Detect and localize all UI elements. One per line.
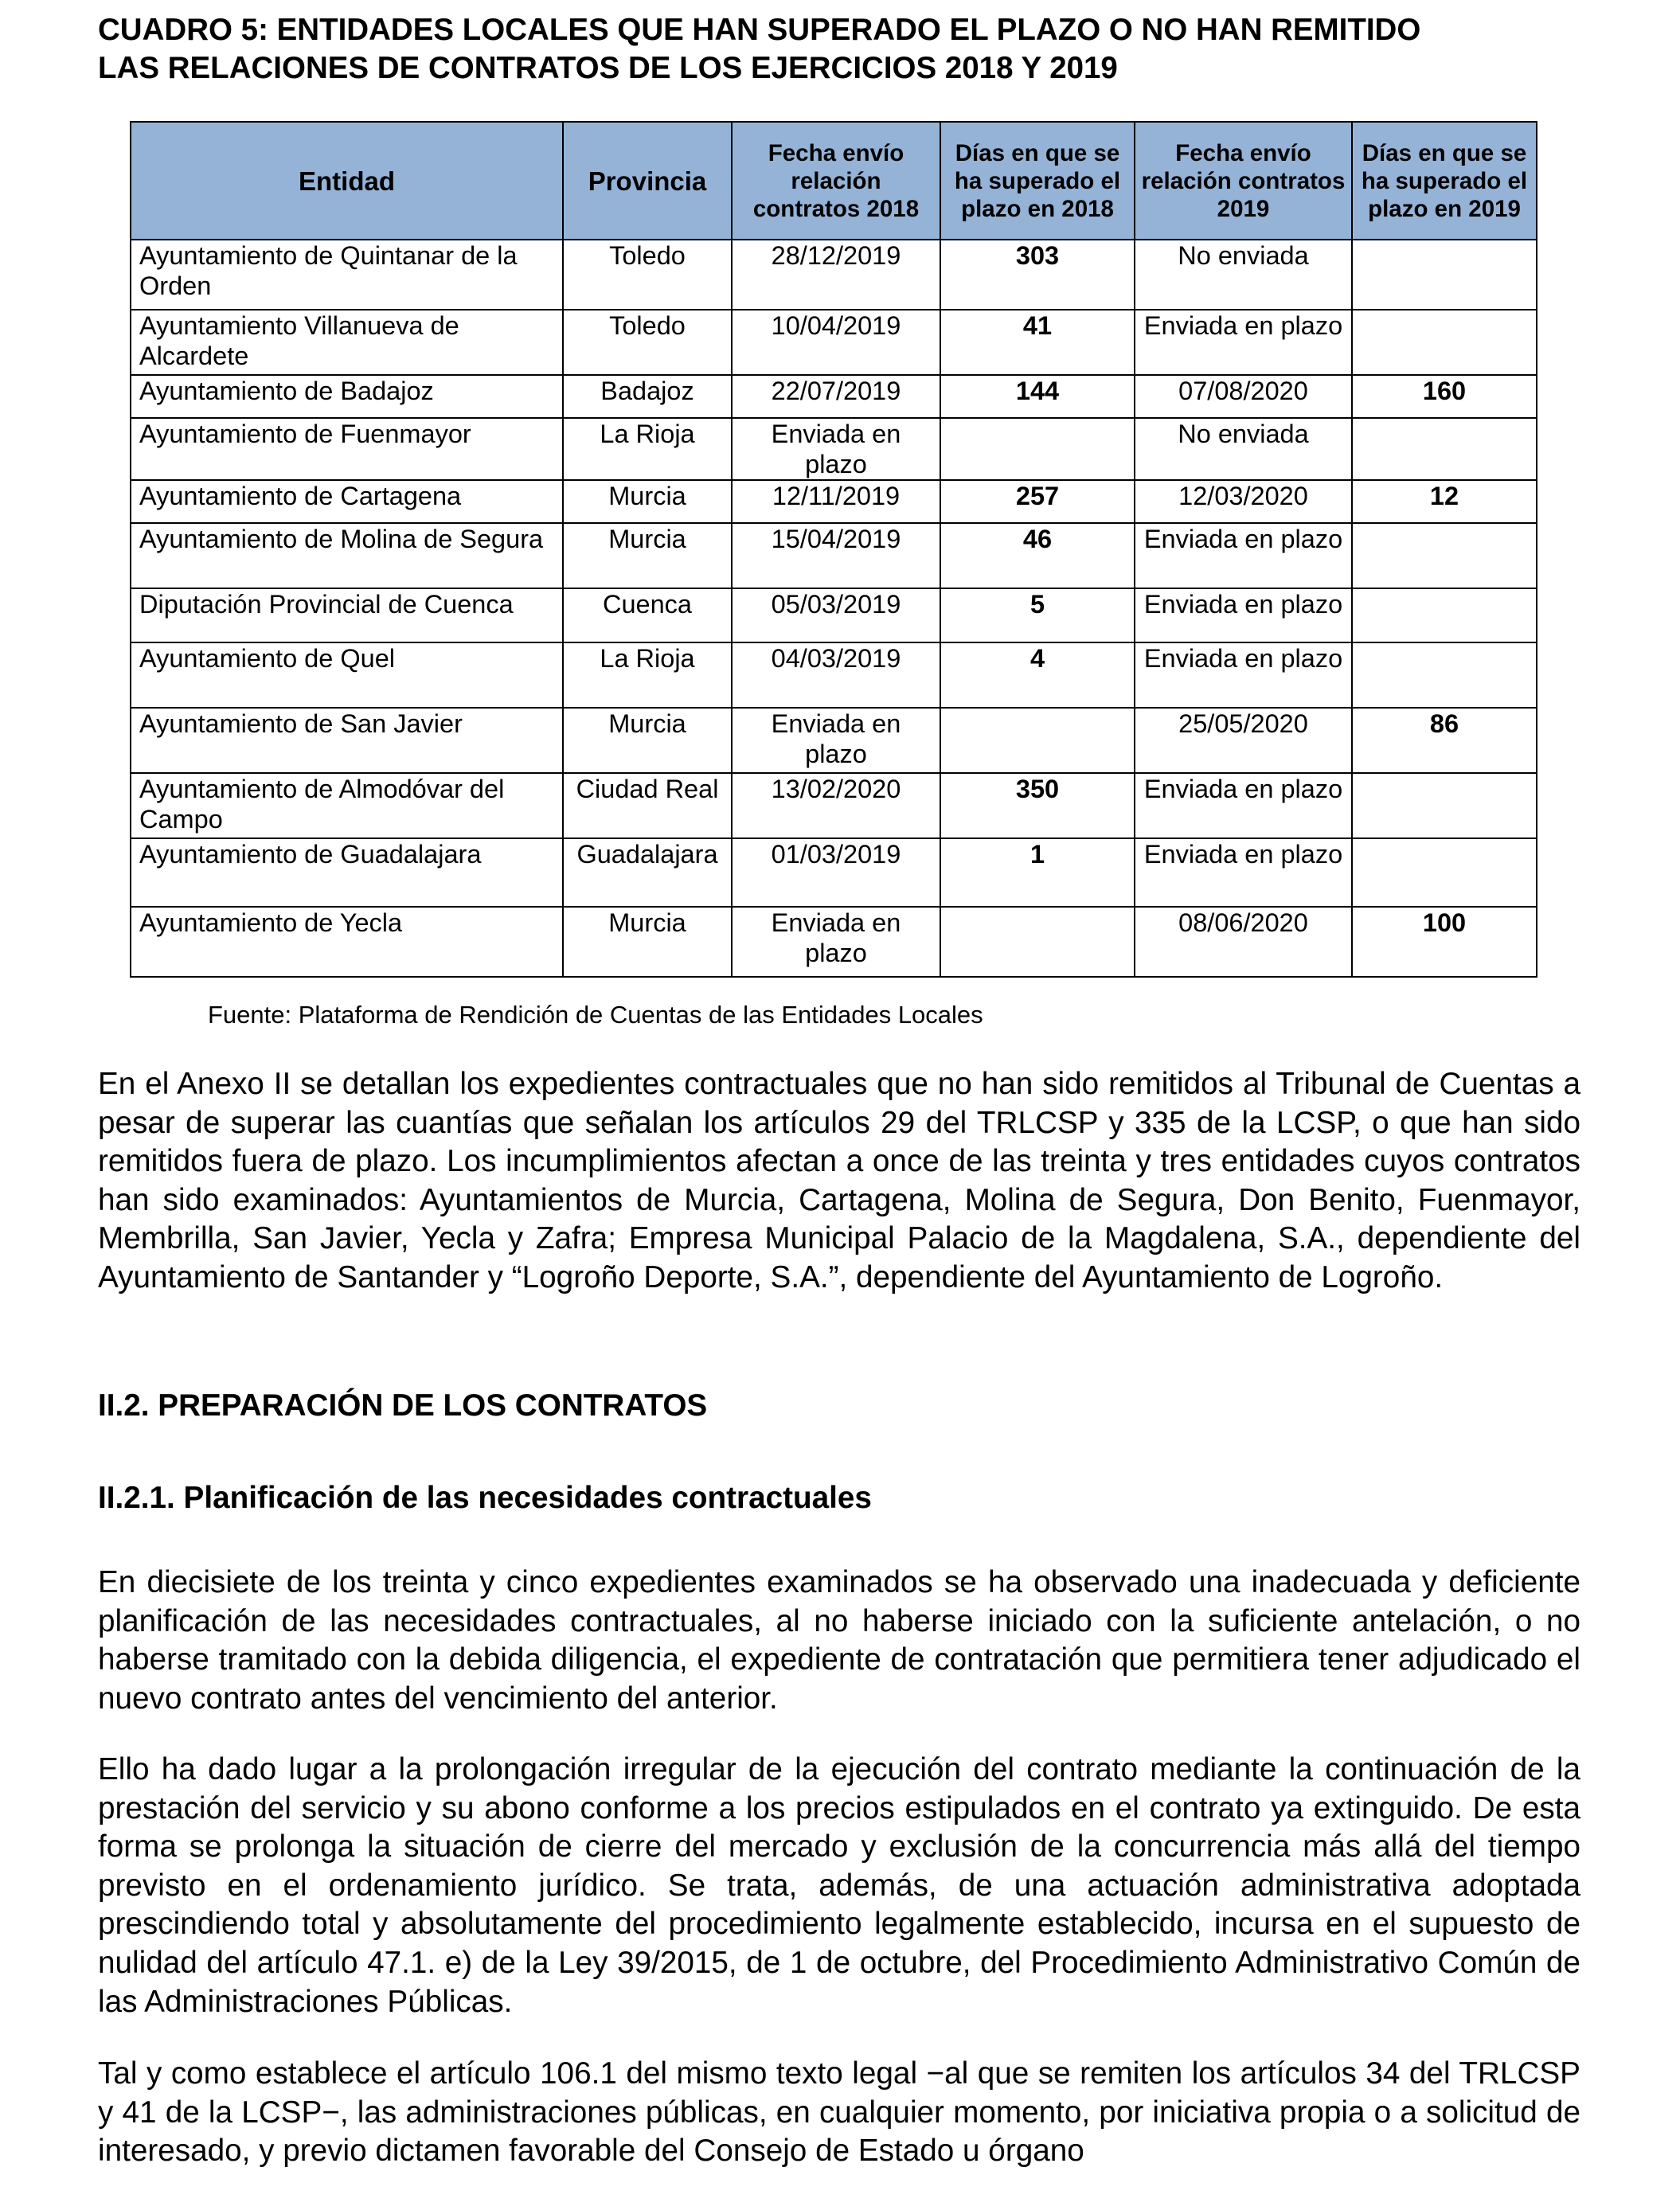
table-row <box>131 375 1537 418</box>
entities-table <box>130 121 1537 978</box>
cell-fecha-2018: Enviada en plazo <box>732 907 940 977</box>
cell-provincia: Ciudad Real <box>563 773 732 838</box>
cell-fecha-2019: Enviada en plazo <box>1135 838 1352 907</box>
cell-dias-2018: 5 <box>940 588 1135 642</box>
cell-fecha-2018: 01/03/2019 <box>732 838 940 907</box>
table-header-row <box>131 122 1537 240</box>
source-note: Fuente: Plataforma de Rendición de Cuentas de las Entidades Locales <box>208 1001 983 1029</box>
heading-preparacion: II.2. PREPARACIÓN DE LOS CONTRATOS <box>98 1388 708 1423</box>
cell-provincia: Cuenca <box>563 588 732 642</box>
cell-fecha-2018: 12/11/2019 <box>732 480 940 523</box>
cell-dias-2018 <box>940 907 1135 977</box>
paragraph-text: En diecisiete de los treinta y cinco expedientes examinados se ha observado una inadecuada y deficiente planificación de las necesidades contractuales, al no haberse iniciado con la suficiente antelación, o no haberse tramitado con la debida diligencia, el expediente de contratación que permitiera tener adjudicado el nuevo contrato antes del vencimiento del anterior. <box>98 1565 1580 1716</box>
table-caption-line-1: CUADRO 5: ENTIDADES LOCALES QUE HAN SUPERADO EL PLAZO O NO HAN REMITIDO <box>98 13 1421 47</box>
cell-entidad: Ayuntamiento de Fuenmayor <box>131 418 563 480</box>
paragraph-diecisiete <box>98 1564 1580 1718</box>
cell-entidad: Ayuntamiento de Badajoz <box>131 375 563 418</box>
cell-fecha-2018: 10/04/2019 <box>732 310 940 375</box>
header-entidad: Entidad <box>131 122 563 240</box>
table-row <box>131 523 1537 588</box>
cell-dias-2019 <box>1352 240 1537 310</box>
cell-entidad: Ayuntamiento de Almodóvar del Campo <box>131 773 563 838</box>
cell-dias-2019 <box>1352 773 1537 838</box>
heading-planificacion: II.2.1. Planificación de las necesidades contractuales <box>98 1481 872 1515</box>
table-row <box>131 708 1537 773</box>
cell-provincia: Murcia <box>563 523 732 588</box>
cell-entidad: Ayuntamiento Villanueva de Alcardete <box>131 310 563 375</box>
cell-provincia: Guadalajara <box>563 838 732 907</box>
paragraph-text: Tal y como establece el artículo 106.1 del mismo texto legal −al que se remiten los artículos 34 del TRLCSP y 41 de la LCSP−, las administraciones públicas, en cualquier momento, por iniciativa propia o a solicitud de interesado, y previo dictamen favorable del Consejo de Estado u órgano <box>98 2056 1580 2169</box>
cell-entidad: Diputación Provincial de Cuenca <box>131 588 563 642</box>
table-row <box>131 642 1537 708</box>
cell-fecha-2019: Enviada en plazo <box>1135 523 1352 588</box>
cell-fecha-2019: 08/06/2020 <box>1135 907 1352 977</box>
cell-dias-2018: 303 <box>940 240 1135 310</box>
cell-provincia: Badajoz <box>563 375 732 418</box>
table-row <box>131 838 1537 907</box>
cell-fecha-2019: Enviada en plazo <box>1135 642 1352 708</box>
cell-dias-2018: 4 <box>940 642 1135 708</box>
table-row <box>131 480 1537 523</box>
cell-fecha-2019: Enviada en plazo <box>1135 588 1352 642</box>
subsection-heading <box>98 1479 1580 1517</box>
cell-provincia: La Rioja <box>563 642 732 708</box>
cell-dias-2018: 1 <box>940 838 1135 907</box>
table-row <box>131 773 1537 838</box>
cell-dias-2019 <box>1352 642 1537 708</box>
table-body <box>131 240 1537 977</box>
cell-dias-2019 <box>1352 838 1537 907</box>
cell-provincia: Murcia <box>563 907 732 977</box>
cell-dias-2019: 160 <box>1352 375 1537 418</box>
table-row <box>131 588 1537 642</box>
cell-fecha-2018: Enviada en plazo <box>732 708 940 773</box>
cell-provincia: Toledo <box>563 240 732 310</box>
cell-fecha-2019: 12/03/2020 <box>1135 480 1352 523</box>
cell-entidad: Ayuntamiento de Quintanar de la Orden <box>131 240 563 310</box>
section-heading <box>98 1387 1580 1425</box>
cell-fecha-2019: Enviada en plazo <box>1135 773 1352 838</box>
header-fecha-2018: Fecha envío relación contratos 2018 <box>732 122 940 240</box>
cell-dias-2018 <box>940 418 1135 480</box>
cell-provincia: Murcia <box>563 708 732 773</box>
table-caption-line-2: LAS RELACIONES DE CONTRATOS DE LOS EJERCICIOS 2018 Y 2019 <box>98 51 1118 85</box>
table-row <box>131 310 1537 375</box>
header-dias-2019: Días en que se ha superado el plazo en 2019 <box>1352 122 1537 240</box>
cell-fecha-2019: 07/08/2020 <box>1135 375 1352 418</box>
cell-dias-2019 <box>1352 523 1537 588</box>
paragraph-prolongacion <box>98 1751 1580 2021</box>
cell-provincia: Toledo <box>563 310 732 375</box>
paragraph-text: Ello ha dado lugar a la prolongación irregular de la ejecución del contrato mediante la continuación de la prestación del servicio y su abono conforme a los precios estipulados en el contrato ya extinguido. De esta forma se prolonga la situación de cierre del mercado y exclusión de la concurrencia más allá del tiempo previsto en el ordenamiento jurídico. Se trata, además, de una actuación administrativa adoptada prescindiendo total y absolutamente del procedimiento legalmente establecido, incursa en el supuesto de nulidad del artículo 47.1. e) de la Ley 39/2015, de 1 de octubre, del Procedimiento Administrativo Común de las Administraciones Públicas. <box>98 1752 1580 2019</box>
cell-fecha-2018: 05/03/2019 <box>732 588 940 642</box>
table-row <box>131 418 1537 480</box>
cell-dias-2018: 350 <box>940 773 1135 838</box>
cell-fecha-2019: Enviada en plazo <box>1135 310 1352 375</box>
cell-dias-2019: 86 <box>1352 708 1537 773</box>
cell-dias-2019: 12 <box>1352 480 1537 523</box>
cell-dias-2019 <box>1352 588 1537 642</box>
cell-dias-2018: 46 <box>940 523 1135 588</box>
cell-dias-2019 <box>1352 418 1537 480</box>
table-row <box>131 907 1537 977</box>
paragraph-text: En el Anexo II se detallan los expedientes contractuales que no han sido remitidos al Tribunal de Cuentas a pesar de superar las cuantías que señalan los artículos 29 del TRLCSP y 335 de la LCSP, o que han sido remitidos fuera de plazo. Los incumplimientos afectan a once de las treinta y tres entidades cuyos contratos han sido examinados: Ayuntamientos de Murcia, Cartagena, Molina de Segura, Don Benito, Fuenmayor, Membrilla, San Javier, Yecla y Zafra; Empresa Municipal Palacio de la Magdalena, S.A., dependiente del Ayuntamiento de Santander y “Logroño Deporte, S.A.”, dependiente del Ayuntamiento de Logroño. <box>98 1067 1580 1294</box>
cell-entidad: Ayuntamiento de Guadalajara <box>131 838 563 907</box>
paragraph-anexo <box>98 1065 1580 1298</box>
cell-dias-2018: 257 <box>940 480 1135 523</box>
cell-provincia: Murcia <box>563 480 732 523</box>
cell-provincia: La Rioja <box>563 418 732 480</box>
header-provincia: Provincia <box>563 122 732 240</box>
cell-fecha-2018: 15/04/2019 <box>732 523 940 588</box>
cell-dias-2018 <box>940 708 1135 773</box>
cell-fecha-2018: 13/02/2020 <box>732 773 940 838</box>
cell-fecha-2018: 28/12/2019 <box>732 240 940 310</box>
header-fecha-2019: Fecha envío relación contratos 2019 <box>1135 122 1352 240</box>
cell-fecha-2018: 22/07/2019 <box>732 375 940 418</box>
cell-entidad: Ayuntamiento de Quel <box>131 642 563 708</box>
cell-dias-2019 <box>1352 310 1537 375</box>
cell-fecha-2018: Enviada en plazo <box>732 418 940 480</box>
cell-entidad: Ayuntamiento de Molina de Segura <box>131 523 563 588</box>
table-row <box>131 240 1537 310</box>
cell-fecha-2019: No enviada <box>1135 418 1352 480</box>
header-dias-2018: Días en que se ha superado el plazo en 2018 <box>940 122 1135 240</box>
cell-entidad: Ayuntamiento de Yecla <box>131 907 563 977</box>
paragraph-articulo-106 <box>98 2055 1580 2171</box>
cell-fecha-2019: No enviada <box>1135 240 1352 310</box>
document-page <box>98 11 1580 2169</box>
cell-entidad: Ayuntamiento de San Javier <box>131 708 563 773</box>
cell-dias-2019: 100 <box>1352 907 1537 977</box>
cell-entidad: Ayuntamiento de Cartagena <box>131 480 563 523</box>
cell-dias-2018: 41 <box>940 310 1135 375</box>
cell-dias-2018: 144 <box>940 375 1135 418</box>
cell-fecha-2019: 25/05/2020 <box>1135 708 1352 773</box>
cell-fecha-2018: 04/03/2019 <box>732 642 940 708</box>
